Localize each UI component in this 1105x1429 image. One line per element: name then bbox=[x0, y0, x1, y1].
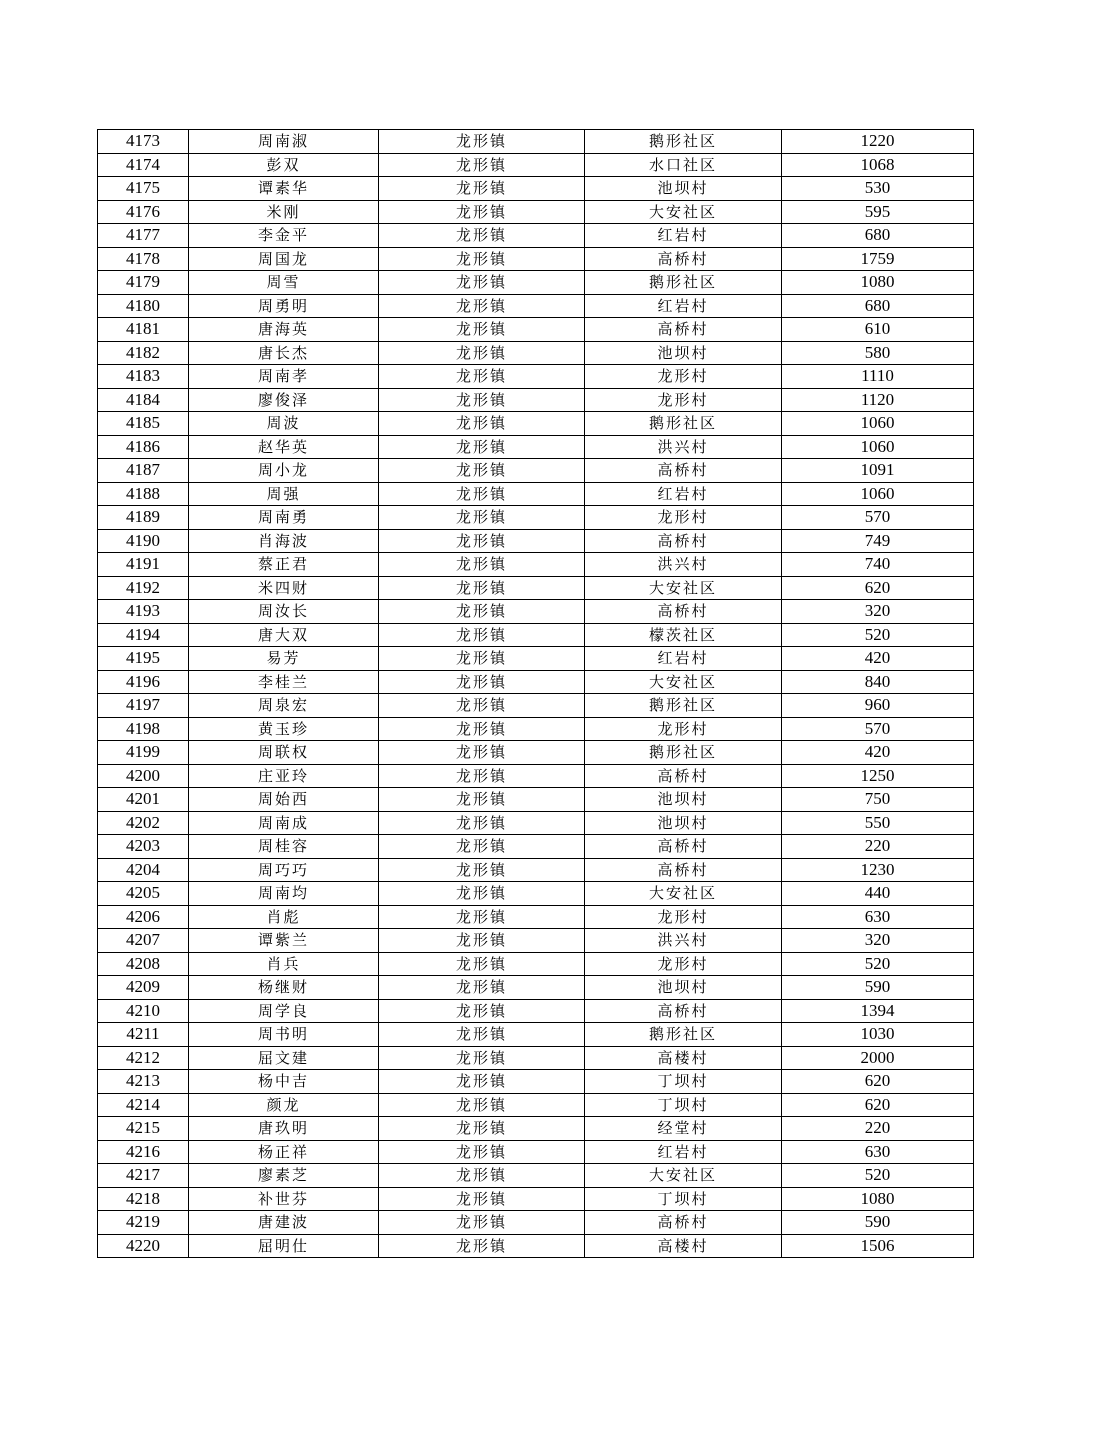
amount-cell: 420 bbox=[782, 741, 974, 765]
table-row bbox=[98, 318, 974, 342]
town-cell: 龙形镇 bbox=[379, 224, 585, 248]
id-cell: 4179 bbox=[98, 271, 189, 295]
name-cell: 周南成 bbox=[189, 811, 379, 835]
name-cell: 周联权 bbox=[189, 741, 379, 765]
name-cell: 周南勇 bbox=[189, 506, 379, 530]
amount-cell: 580 bbox=[782, 341, 974, 365]
amount-cell: 520 bbox=[782, 1164, 974, 1188]
town-cell: 龙形镇 bbox=[379, 647, 585, 671]
village-cell: 红岩村 bbox=[585, 482, 782, 506]
table-row bbox=[98, 976, 974, 1000]
table-row bbox=[98, 952, 974, 976]
table-row bbox=[98, 1023, 974, 1047]
id-cell: 4176 bbox=[98, 200, 189, 224]
table-body bbox=[98, 130, 974, 1258]
amount-cell: 590 bbox=[782, 976, 974, 1000]
name-cell: 周勇明 bbox=[189, 294, 379, 318]
table-row bbox=[98, 600, 974, 624]
town-cell: 龙形镇 bbox=[379, 341, 585, 365]
amount-cell: 520 bbox=[782, 952, 974, 976]
table-row bbox=[98, 459, 974, 483]
amount-cell: 1080 bbox=[782, 1187, 974, 1211]
town-cell: 龙形镇 bbox=[379, 952, 585, 976]
table-row bbox=[98, 1211, 974, 1235]
town-cell: 龙形镇 bbox=[379, 553, 585, 577]
table-row bbox=[98, 553, 974, 577]
village-cell: 洪兴村 bbox=[585, 435, 782, 459]
village-cell: 大安社区 bbox=[585, 1164, 782, 1188]
village-cell: 龙形村 bbox=[585, 717, 782, 741]
table-row bbox=[98, 529, 974, 553]
village-cell: 鹅形社区 bbox=[585, 412, 782, 436]
table-row bbox=[98, 1117, 974, 1141]
amount-cell: 1506 bbox=[782, 1234, 974, 1258]
table-row bbox=[98, 365, 974, 389]
village-cell: 大安社区 bbox=[585, 200, 782, 224]
id-cell: 4200 bbox=[98, 764, 189, 788]
town-cell: 龙形镇 bbox=[379, 623, 585, 647]
id-cell: 4204 bbox=[98, 858, 189, 882]
name-cell: 杨正祥 bbox=[189, 1140, 379, 1164]
amount-cell: 610 bbox=[782, 318, 974, 342]
id-cell: 4196 bbox=[98, 670, 189, 694]
amount-cell: 1230 bbox=[782, 858, 974, 882]
amount-cell: 1080 bbox=[782, 271, 974, 295]
name-cell: 周巧巧 bbox=[189, 858, 379, 882]
name-cell: 李桂兰 bbox=[189, 670, 379, 694]
name-cell: 周泉宏 bbox=[189, 694, 379, 718]
table-row bbox=[98, 576, 974, 600]
village-cell: 檬茨社区 bbox=[585, 623, 782, 647]
village-cell: 高桥村 bbox=[585, 858, 782, 882]
name-cell: 唐建波 bbox=[189, 1211, 379, 1235]
amount-cell: 570 bbox=[782, 717, 974, 741]
amount-cell: 749 bbox=[782, 529, 974, 553]
name-cell: 肖彪 bbox=[189, 905, 379, 929]
village-cell: 高桥村 bbox=[585, 764, 782, 788]
town-cell: 龙形镇 bbox=[379, 365, 585, 389]
town-cell: 龙形镇 bbox=[379, 153, 585, 177]
amount-cell: 1068 bbox=[782, 153, 974, 177]
village-cell: 红岩村 bbox=[585, 224, 782, 248]
amount-cell: 960 bbox=[782, 694, 974, 718]
amount-cell: 620 bbox=[782, 576, 974, 600]
amount-cell: 680 bbox=[782, 224, 974, 248]
name-cell: 周始西 bbox=[189, 788, 379, 812]
table-row bbox=[98, 224, 974, 248]
town-cell: 龙形镇 bbox=[379, 1234, 585, 1258]
amount-cell: 1220 bbox=[782, 130, 974, 154]
amount-cell: 630 bbox=[782, 905, 974, 929]
village-cell: 龙形村 bbox=[585, 506, 782, 530]
amount-cell: 1110 bbox=[782, 365, 974, 389]
village-cell: 大安社区 bbox=[585, 882, 782, 906]
table-row bbox=[98, 694, 974, 718]
name-cell: 谭紫兰 bbox=[189, 929, 379, 953]
name-cell: 周南淑 bbox=[189, 130, 379, 154]
id-cell: 4212 bbox=[98, 1046, 189, 1070]
table-row bbox=[98, 999, 974, 1023]
id-cell: 4182 bbox=[98, 341, 189, 365]
amount-cell: 1091 bbox=[782, 459, 974, 483]
village-cell: 红岩村 bbox=[585, 647, 782, 671]
amount-cell: 620 bbox=[782, 1070, 974, 1094]
town-cell: 龙形镇 bbox=[379, 130, 585, 154]
town-cell: 龙形镇 bbox=[379, 811, 585, 835]
name-cell: 周学良 bbox=[189, 999, 379, 1023]
name-cell: 彭双 bbox=[189, 153, 379, 177]
name-cell: 唐玖明 bbox=[189, 1117, 379, 1141]
name-cell: 唐长杰 bbox=[189, 341, 379, 365]
name-cell: 周强 bbox=[189, 482, 379, 506]
id-cell: 4211 bbox=[98, 1023, 189, 1047]
amount-cell: 630 bbox=[782, 1140, 974, 1164]
name-cell: 周小龙 bbox=[189, 459, 379, 483]
village-cell: 高桥村 bbox=[585, 459, 782, 483]
village-cell: 高桥村 bbox=[585, 318, 782, 342]
id-cell: 4194 bbox=[98, 623, 189, 647]
town-cell: 龙形镇 bbox=[379, 764, 585, 788]
village-cell: 洪兴村 bbox=[585, 929, 782, 953]
village-cell: 龙形村 bbox=[585, 905, 782, 929]
village-cell: 鹅形社区 bbox=[585, 271, 782, 295]
town-cell: 龙形镇 bbox=[379, 1117, 585, 1141]
town-cell: 龙形镇 bbox=[379, 294, 585, 318]
id-cell: 4184 bbox=[98, 388, 189, 412]
id-cell: 4188 bbox=[98, 482, 189, 506]
id-cell: 4183 bbox=[98, 365, 189, 389]
town-cell: 龙形镇 bbox=[379, 905, 585, 929]
table-row bbox=[98, 905, 974, 929]
table-row bbox=[98, 1093, 974, 1117]
amount-cell: 220 bbox=[782, 1117, 974, 1141]
table-row bbox=[98, 1187, 974, 1211]
amount-cell: 320 bbox=[782, 929, 974, 953]
town-cell: 龙形镇 bbox=[379, 741, 585, 765]
table-row bbox=[98, 271, 974, 295]
name-cell: 唐大双 bbox=[189, 623, 379, 647]
table-row bbox=[98, 811, 974, 835]
table-row bbox=[98, 506, 974, 530]
town-cell: 龙形镇 bbox=[379, 1140, 585, 1164]
town-cell: 龙形镇 bbox=[379, 412, 585, 436]
name-cell: 谭素华 bbox=[189, 177, 379, 201]
id-cell: 4206 bbox=[98, 905, 189, 929]
town-cell: 龙形镇 bbox=[379, 247, 585, 271]
table-row bbox=[98, 435, 974, 459]
table-row bbox=[98, 788, 974, 812]
town-cell: 龙形镇 bbox=[379, 1093, 585, 1117]
table-row bbox=[98, 764, 974, 788]
amount-cell: 530 bbox=[782, 177, 974, 201]
village-cell: 高楼村 bbox=[585, 1234, 782, 1258]
town-cell: 龙形镇 bbox=[379, 576, 585, 600]
id-cell: 4215 bbox=[98, 1117, 189, 1141]
name-cell: 周书明 bbox=[189, 1023, 379, 1047]
town-cell: 龙形镇 bbox=[379, 435, 585, 459]
town-cell: 龙形镇 bbox=[379, 506, 585, 530]
village-cell: 水口社区 bbox=[585, 153, 782, 177]
name-cell: 肖海波 bbox=[189, 529, 379, 553]
name-cell: 周桂容 bbox=[189, 835, 379, 859]
village-cell: 红岩村 bbox=[585, 294, 782, 318]
village-cell: 大安社区 bbox=[585, 576, 782, 600]
name-cell: 杨中吉 bbox=[189, 1070, 379, 1094]
table-row bbox=[98, 882, 974, 906]
table-row bbox=[98, 177, 974, 201]
table-row bbox=[98, 1164, 974, 1188]
amount-cell: 320 bbox=[782, 600, 974, 624]
id-cell: 4186 bbox=[98, 435, 189, 459]
table-row bbox=[98, 929, 974, 953]
town-cell: 龙形镇 bbox=[379, 882, 585, 906]
village-cell: 经堂村 bbox=[585, 1117, 782, 1141]
id-cell: 4174 bbox=[98, 153, 189, 177]
amount-cell: 2000 bbox=[782, 1046, 974, 1070]
table-row bbox=[98, 1046, 974, 1070]
table-row bbox=[98, 1140, 974, 1164]
table-row bbox=[98, 412, 974, 436]
amount-cell: 620 bbox=[782, 1093, 974, 1117]
name-cell: 屈明仕 bbox=[189, 1234, 379, 1258]
town-cell: 龙形镇 bbox=[379, 1187, 585, 1211]
village-cell: 龙形村 bbox=[585, 365, 782, 389]
id-cell: 4213 bbox=[98, 1070, 189, 1094]
amount-cell: 440 bbox=[782, 882, 974, 906]
village-cell: 鹅形社区 bbox=[585, 741, 782, 765]
id-cell: 4195 bbox=[98, 647, 189, 671]
village-cell: 池坝村 bbox=[585, 788, 782, 812]
name-cell: 杨继财 bbox=[189, 976, 379, 1000]
id-cell: 4175 bbox=[98, 177, 189, 201]
id-cell: 4189 bbox=[98, 506, 189, 530]
id-cell: 4180 bbox=[98, 294, 189, 318]
town-cell: 龙形镇 bbox=[379, 929, 585, 953]
village-cell: 洪兴村 bbox=[585, 553, 782, 577]
id-cell: 4207 bbox=[98, 929, 189, 953]
village-cell: 高桥村 bbox=[585, 835, 782, 859]
name-cell: 庄亚玲 bbox=[189, 764, 379, 788]
id-cell: 4218 bbox=[98, 1187, 189, 1211]
name-cell: 肖兵 bbox=[189, 952, 379, 976]
town-cell: 龙形镇 bbox=[379, 600, 585, 624]
town-cell: 龙形镇 bbox=[379, 1046, 585, 1070]
amount-cell: 1394 bbox=[782, 999, 974, 1023]
table-row bbox=[98, 858, 974, 882]
amount-cell: 220 bbox=[782, 835, 974, 859]
name-cell: 廖俊泽 bbox=[189, 388, 379, 412]
table-row bbox=[98, 388, 974, 412]
village-cell: 大安社区 bbox=[585, 670, 782, 694]
id-cell: 4217 bbox=[98, 1164, 189, 1188]
table-row bbox=[98, 717, 974, 741]
town-cell: 龙形镇 bbox=[379, 976, 585, 1000]
town-cell: 龙形镇 bbox=[379, 694, 585, 718]
id-cell: 4214 bbox=[98, 1093, 189, 1117]
id-cell: 4193 bbox=[98, 600, 189, 624]
village-cell: 高桥村 bbox=[585, 247, 782, 271]
name-cell: 唐海英 bbox=[189, 318, 379, 342]
name-cell: 周波 bbox=[189, 412, 379, 436]
table-row bbox=[98, 130, 974, 154]
village-cell: 高桥村 bbox=[585, 1211, 782, 1235]
town-cell: 龙形镇 bbox=[379, 835, 585, 859]
table-row bbox=[98, 835, 974, 859]
amount-cell: 750 bbox=[782, 788, 974, 812]
table-row bbox=[98, 1070, 974, 1094]
amount-cell: 680 bbox=[782, 294, 974, 318]
table-row bbox=[98, 153, 974, 177]
table-row bbox=[98, 647, 974, 671]
amount-cell: 570 bbox=[782, 506, 974, 530]
table-row bbox=[98, 741, 974, 765]
table-row bbox=[98, 1234, 974, 1258]
town-cell: 龙形镇 bbox=[379, 670, 585, 694]
name-cell: 补世芬 bbox=[189, 1187, 379, 1211]
amount-cell: 420 bbox=[782, 647, 974, 671]
amount-cell: 1060 bbox=[782, 435, 974, 459]
town-cell: 龙形镇 bbox=[379, 271, 585, 295]
town-cell: 龙形镇 bbox=[379, 177, 585, 201]
amount-cell: 1060 bbox=[782, 412, 974, 436]
town-cell: 龙形镇 bbox=[379, 529, 585, 553]
town-cell: 龙形镇 bbox=[379, 200, 585, 224]
village-cell: 池坝村 bbox=[585, 976, 782, 1000]
town-cell: 龙形镇 bbox=[379, 1070, 585, 1094]
id-cell: 4178 bbox=[98, 247, 189, 271]
town-cell: 龙形镇 bbox=[379, 788, 585, 812]
village-cell: 丁坝村 bbox=[585, 1187, 782, 1211]
name-cell: 廖素芝 bbox=[189, 1164, 379, 1188]
village-cell: 池坝村 bbox=[585, 341, 782, 365]
data-table bbox=[97, 129, 974, 1258]
village-cell: 池坝村 bbox=[585, 811, 782, 835]
table-row bbox=[98, 670, 974, 694]
village-cell: 池坝村 bbox=[585, 177, 782, 201]
id-cell: 4210 bbox=[98, 999, 189, 1023]
name-cell: 蔡正君 bbox=[189, 553, 379, 577]
town-cell: 龙形镇 bbox=[379, 318, 585, 342]
town-cell: 龙形镇 bbox=[379, 717, 585, 741]
village-cell: 高桥村 bbox=[585, 600, 782, 624]
village-cell: 丁坝村 bbox=[585, 1070, 782, 1094]
id-cell: 4190 bbox=[98, 529, 189, 553]
name-cell: 周汝长 bbox=[189, 600, 379, 624]
amount-cell: 1120 bbox=[782, 388, 974, 412]
id-cell: 4220 bbox=[98, 1234, 189, 1258]
id-cell: 4201 bbox=[98, 788, 189, 812]
amount-cell: 520 bbox=[782, 623, 974, 647]
name-cell: 颜龙 bbox=[189, 1093, 379, 1117]
village-cell: 高桥村 bbox=[585, 529, 782, 553]
name-cell: 周南均 bbox=[189, 882, 379, 906]
name-cell: 黄玉珍 bbox=[189, 717, 379, 741]
id-cell: 4203 bbox=[98, 835, 189, 859]
amount-cell: 590 bbox=[782, 1211, 974, 1235]
town-cell: 龙形镇 bbox=[379, 858, 585, 882]
village-cell: 鹅形社区 bbox=[585, 130, 782, 154]
name-cell: 屈文建 bbox=[189, 1046, 379, 1070]
amount-cell: 1250 bbox=[782, 764, 974, 788]
amount-cell: 1030 bbox=[782, 1023, 974, 1047]
village-cell: 红岩村 bbox=[585, 1140, 782, 1164]
table-row bbox=[98, 200, 974, 224]
id-cell: 4187 bbox=[98, 459, 189, 483]
id-cell: 4216 bbox=[98, 1140, 189, 1164]
table-row bbox=[98, 341, 974, 365]
table-row bbox=[98, 247, 974, 271]
id-cell: 4219 bbox=[98, 1211, 189, 1235]
name-cell: 周雪 bbox=[189, 271, 379, 295]
amount-cell: 1759 bbox=[782, 247, 974, 271]
amount-cell: 740 bbox=[782, 553, 974, 577]
id-cell: 4199 bbox=[98, 741, 189, 765]
village-cell: 鹅形社区 bbox=[585, 694, 782, 718]
town-cell: 龙形镇 bbox=[379, 459, 585, 483]
village-cell: 龙形村 bbox=[585, 952, 782, 976]
id-cell: 4173 bbox=[98, 130, 189, 154]
id-cell: 4197 bbox=[98, 694, 189, 718]
table-row bbox=[98, 623, 974, 647]
village-cell: 高楼村 bbox=[585, 1046, 782, 1070]
id-cell: 4209 bbox=[98, 976, 189, 1000]
town-cell: 龙形镇 bbox=[379, 388, 585, 412]
town-cell: 龙形镇 bbox=[379, 1023, 585, 1047]
village-cell: 丁坝村 bbox=[585, 1093, 782, 1117]
town-cell: 龙形镇 bbox=[379, 1164, 585, 1188]
table-row bbox=[98, 294, 974, 318]
table-row bbox=[98, 482, 974, 506]
village-cell: 龙形村 bbox=[585, 388, 782, 412]
amount-cell: 840 bbox=[782, 670, 974, 694]
amount-cell: 595 bbox=[782, 200, 974, 224]
amount-cell: 1060 bbox=[782, 482, 974, 506]
name-cell: 李金平 bbox=[189, 224, 379, 248]
name-cell: 米刚 bbox=[189, 200, 379, 224]
id-cell: 4181 bbox=[98, 318, 189, 342]
village-cell: 高桥村 bbox=[585, 999, 782, 1023]
amount-cell: 550 bbox=[782, 811, 974, 835]
village-cell: 鹅形社区 bbox=[585, 1023, 782, 1047]
id-cell: 4202 bbox=[98, 811, 189, 835]
name-cell: 赵华英 bbox=[189, 435, 379, 459]
town-cell: 龙形镇 bbox=[379, 482, 585, 506]
id-cell: 4198 bbox=[98, 717, 189, 741]
id-cell: 4192 bbox=[98, 576, 189, 600]
id-cell: 4185 bbox=[98, 412, 189, 436]
name-cell: 周国龙 bbox=[189, 247, 379, 271]
name-cell: 周南孝 bbox=[189, 365, 379, 389]
id-cell: 4208 bbox=[98, 952, 189, 976]
id-cell: 4191 bbox=[98, 553, 189, 577]
name-cell: 易芳 bbox=[189, 647, 379, 671]
town-cell: 龙形镇 bbox=[379, 999, 585, 1023]
town-cell: 龙形镇 bbox=[379, 1211, 585, 1235]
id-cell: 4177 bbox=[98, 224, 189, 248]
id-cell: 4205 bbox=[98, 882, 189, 906]
name-cell: 米四财 bbox=[189, 576, 379, 600]
